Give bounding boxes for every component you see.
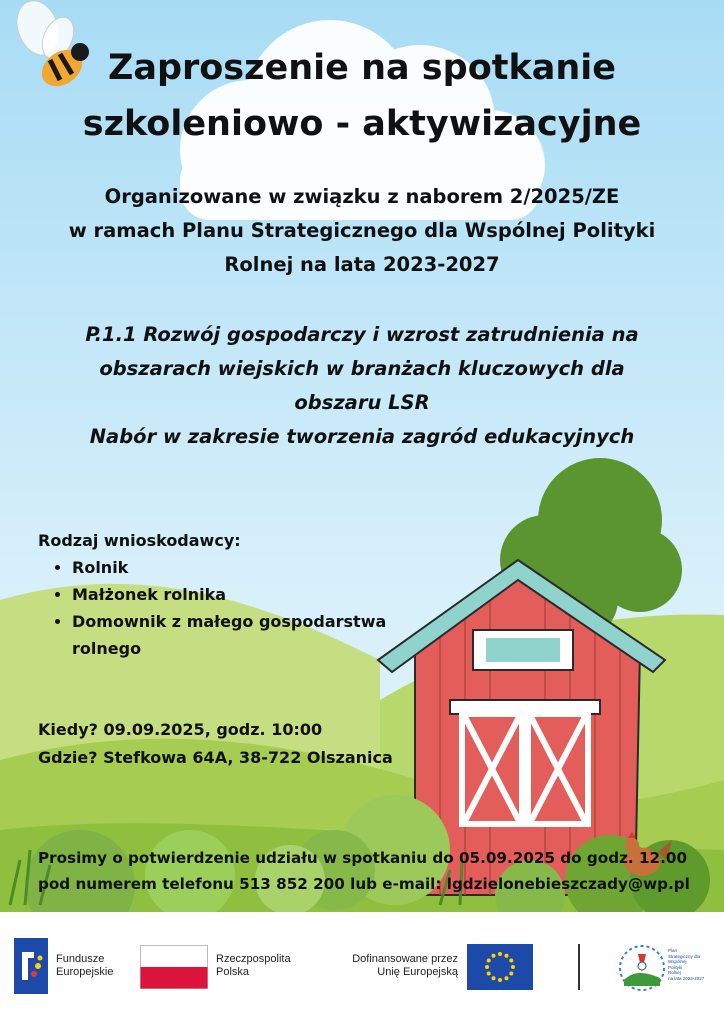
program-description [40, 318, 684, 454]
program-line-3: obszaru LSR [294, 391, 430, 414]
psp-logo-text [668, 948, 704, 981]
psp-logo [616, 942, 668, 994]
meeting-when: Kiedy? 09.09.2025, godz. 10:00 [38, 720, 323, 739]
applicant-types [38, 527, 418, 662]
psp-logo-line-1: Plan [668, 948, 678, 953]
pl-logo-line-1: Rzeczpospolita [216, 953, 291, 965]
applicant-item: • Małżonek rolnika [72, 581, 418, 608]
confirmation-line-1: Prosimy o potwierdzenie udziału w spotkaniu do 05.09.2025 do godz. 12.00 [38, 849, 688, 867]
psp-logo-line-5: Rolnej [668, 970, 681, 975]
title-line-1: Zaproszenie na spotkanie [107, 48, 617, 88]
fe-logo-line-2: Europejskie [56, 966, 114, 978]
eu-logo-line-1: Dofinansowane przez [352, 953, 458, 965]
page-title [0, 40, 724, 152]
pl-logo-line-2: Polska [216, 966, 250, 978]
program-line-4: Nabór w zakresie tworzenia zagród edukacyjnych [89, 425, 635, 448]
program-line-1: P.1.1 Rozwój gospodarczy i wzrost zatrudnienia na [85, 323, 639, 346]
fe-logo-line-1: Fundusze [56, 953, 105, 965]
fundusze-europejskie-logo [14, 938, 48, 994]
psp-logo-line-2: Strategiczny dla [668, 953, 701, 959]
subtitle-line-2: w ramach Planu Strategicznego dla Wspólnej Polityki [68, 219, 656, 242]
subtitle-line-3: Rolnej na lata 2023-2027 [224, 253, 500, 276]
program-line-2: obszarach wiejskich w branżach kluczowych dla [99, 357, 625, 380]
footer-divider [578, 944, 580, 990]
psp-logo-line-6: na lata 2023-2027 [668, 975, 705, 981]
footer-logos [0, 912, 724, 1024]
eu-logo-line-2: Unię Europejską [377, 966, 458, 978]
psp-logo-line-4: Polityki [668, 964, 683, 970]
title-line-2: szkoleniowo - aktywizacyjne [82, 104, 642, 144]
meeting-details [38, 716, 393, 772]
polish-flag-icon [140, 945, 208, 989]
eu-flag-icon [467, 944, 533, 990]
fe-logo-text [56, 953, 113, 979]
pl-logo-text [216, 953, 291, 979]
applicants-list [38, 554, 418, 662]
meeting-where: Gdzie? Stefkowa 64A, 38-722 Olszanica [38, 748, 393, 767]
psp-logo-line-3: Wspólnej [668, 959, 687, 964]
applicants-heading: Rodzaj wnioskodawcy: [38, 531, 241, 550]
subtitle [20, 180, 704, 282]
confirmation-note [38, 845, 718, 897]
applicant-item: • Rolnik [72, 554, 418, 581]
confirmation-line-2: pod numerem telefonu 513 852 200 lub e-mail: lgdzielonebieszczady@wp.pl [38, 875, 690, 893]
eu-logo-text [330, 953, 458, 979]
subtitle-line-1: Organizowane w związku z naborem 2/2025/ZE [104, 185, 620, 208]
applicant-item: • Domownik z małego gospodarstwa rolnego [72, 608, 418, 662]
